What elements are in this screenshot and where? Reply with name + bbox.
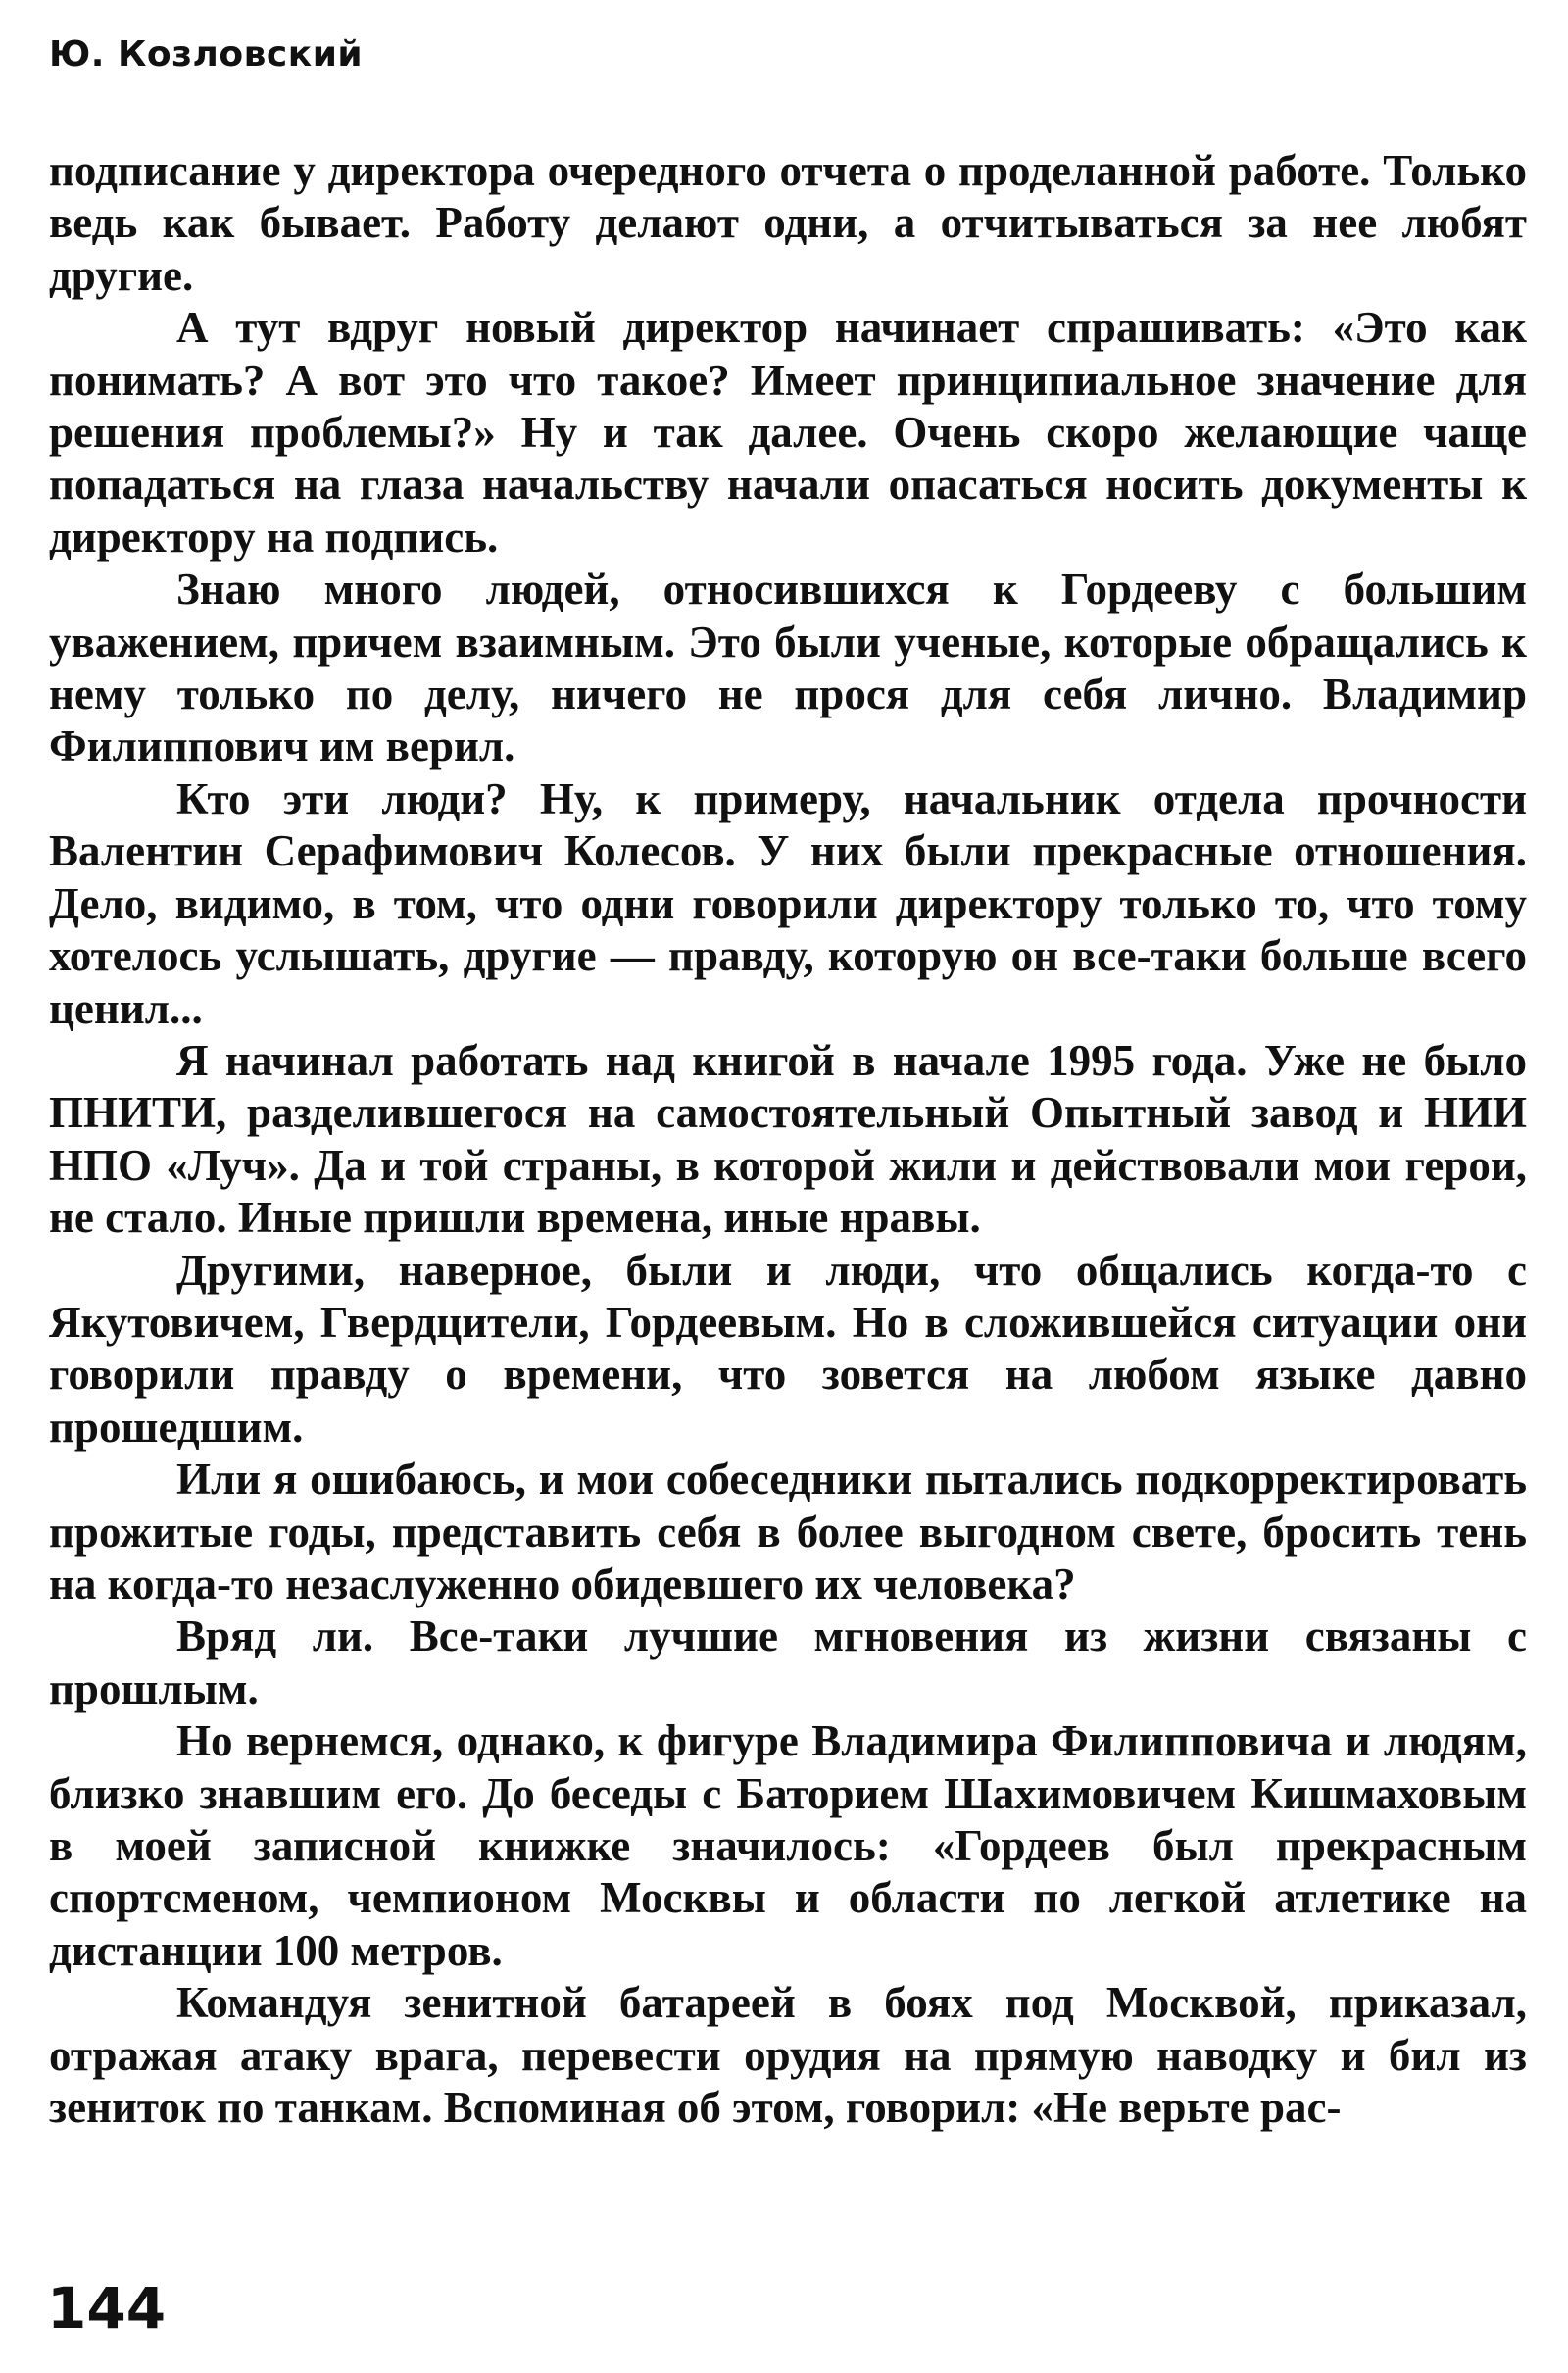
paragraph: Я начинал работать над книгой в начале 1995 года. Уже не было ПНИТИ, разделившегося на самостоятельный Опытный завод и НИИ НПО «Луч». Да и той страны, в которой жили и действовали мои герои, не стало. Иные пришли времена, иные нравы.: [49, 1035, 1527, 1243]
paragraph: Кто эти люди? Ну, к примеру, начальник отдела прочности Валентин Серафимович Колесов. У них были прекрасные отношения. Дело, видимо, в том, что одни говорили директору только то, что тому хотелось услышать, другие — правду, которую он все-таки больше всего ценил...: [49, 773, 1527, 1033]
paragraph: Другими, наверное, были и люди, что общались когда-то с Якутовичем, Гвердцители, Гордеевым. Но в сложившейся ситуации они говорили правду о времени, что зовется на любом языке давно прошедшим.: [49, 1245, 1527, 1452]
paragraph: А тут вдруг новый директор начинает спрашивать: «Это как понимать? А вот это что такое? Имеет принципиальное значение для решения проблемы?» Ну и так далее. Очень скоро желающие чаще попадаться на глаза начальству начали опасаться носить документы к директору на подпись.: [49, 303, 1527, 562]
paragraph: Командуя зенитной батареей в боях под Москвой, приказал, отражая атаку врага, перевести орудия на прямую наводку и бил из зениток по танкам. Вспоминая об этом, говорил: «Не верьте рас-: [49, 1978, 1527, 2133]
paragraph: Знаю много людей, относившихся к Гордееву с большим уважением, причем взаимным. Это были ученые, которые обращались к нему только по делу, ничего не прося для себя лично. Владимир Филиппович им верил.: [49, 565, 1527, 771]
page-number: 144: [47, 2275, 167, 2342]
running-head-author: Ю. Козловский: [49, 34, 364, 74]
paragraph-continued: подписание у директора очередного отчета о проделанной работе. Только ведь как бывает. Работу делают одни, а отчитываться за нее любят другие.: [49, 146, 1527, 300]
paragraph: Но вернемся, однако, к фигуре Владимира Филипповича и людям, близко знавшим его. До беседы с Баторием Шахимовичем Кишмаховым в моей записной книжке значилось: «Гордеев был прекрасным спортсменом, чемпионом Москвы и области по легкой атлетике на дистанции 100 метров.: [49, 1716, 1527, 1975]
paragraph: Вряд ли. Все-таки лучшие мгновения из жизни связаны с прошлым.: [49, 1611, 1527, 1713]
paragraph: Или я ошибаюсь, и мои собеседники пытались подкорректировать прожитые годы, представить себя в более выгодном свете, бросить тень на когда-то незаслуженно обидевшего их человека?: [49, 1455, 1527, 1608]
body-text: [49, 145, 1527, 2134]
